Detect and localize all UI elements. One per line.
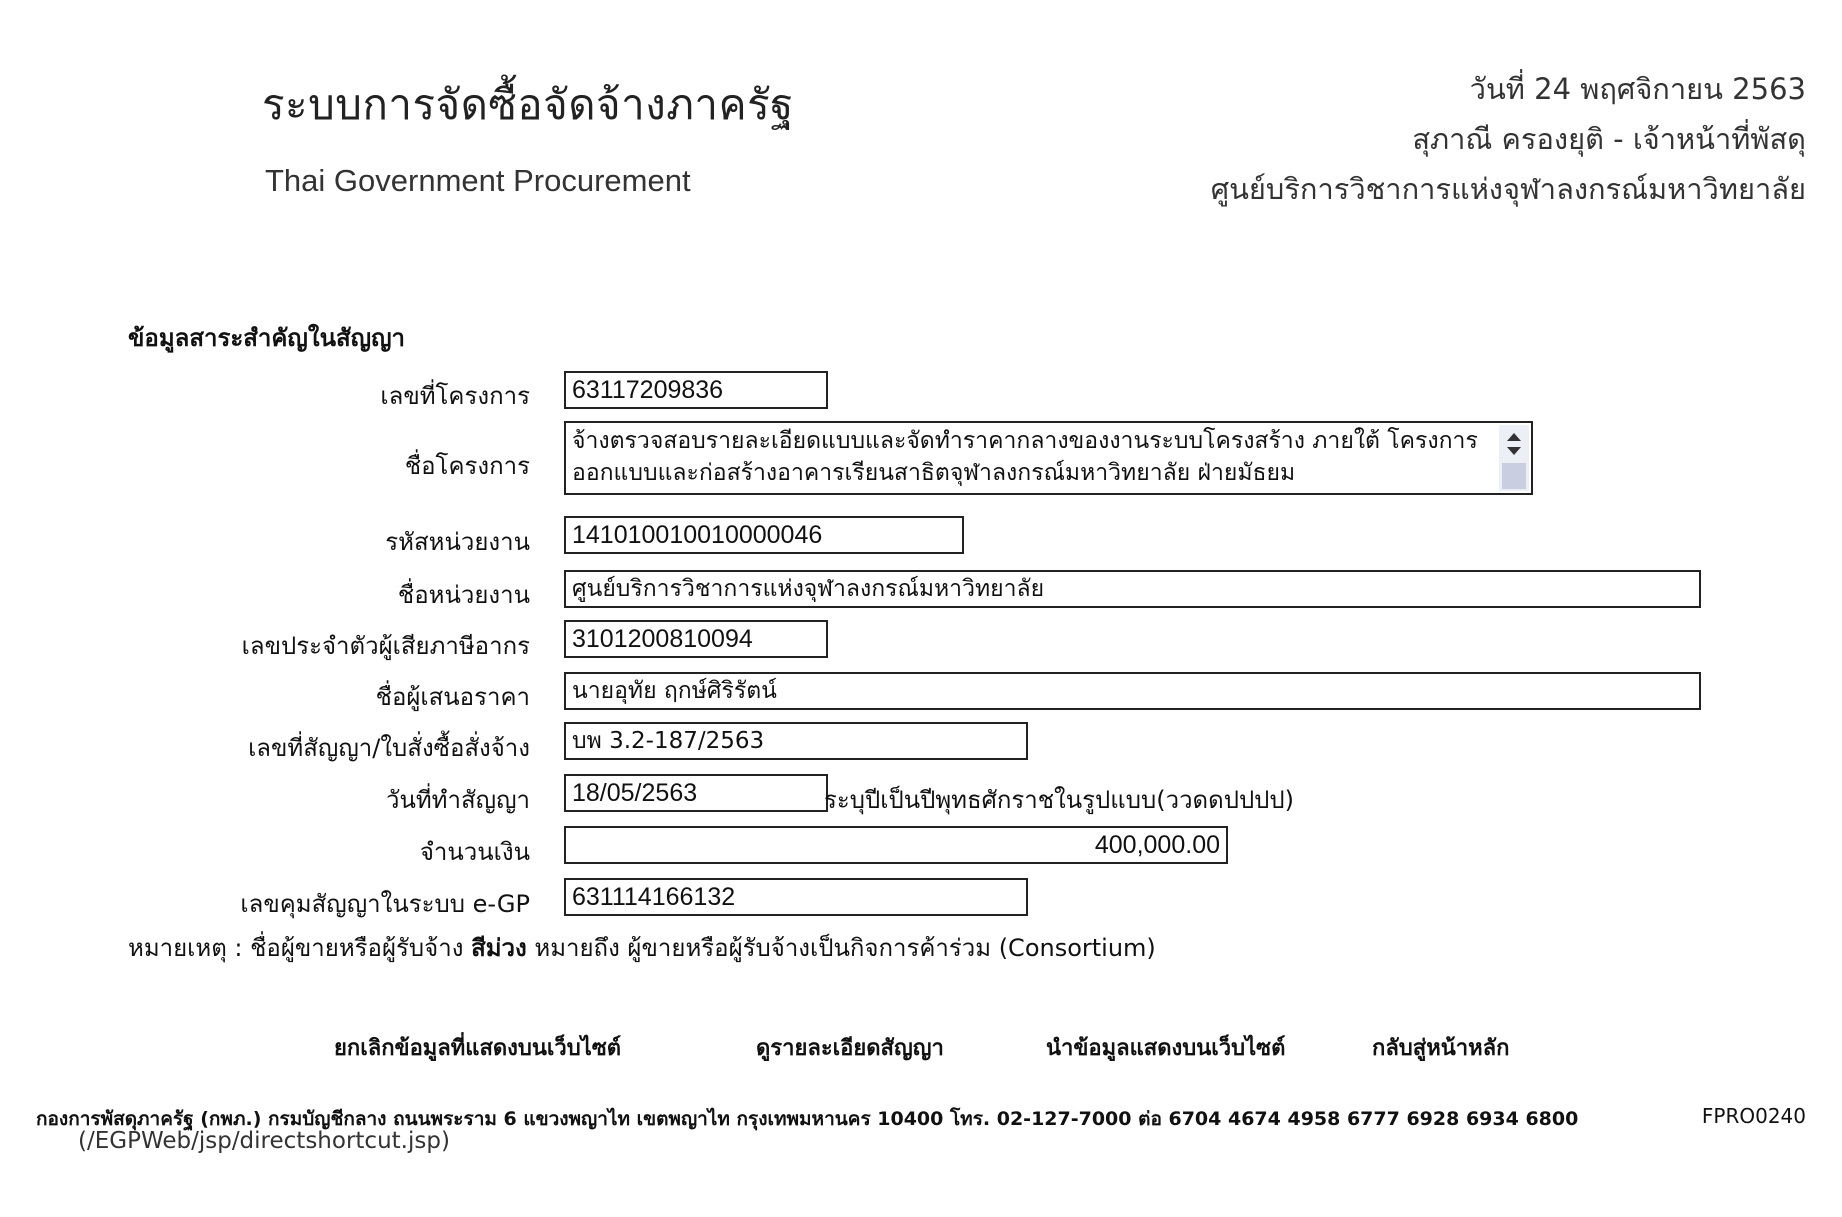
view-contract-button[interactable]: ดูรายละเอียดสัญญา — [756, 1036, 944, 1061]
contract-date-label: วันที่ทำสัญญา — [385, 786, 530, 814]
bidder-name-field[interactable]: นายอุทัย ฤกษ์ศิริรัตน์ — [564, 672, 1701, 710]
amount-field[interactable]: 400,000.00 — [564, 826, 1228, 864]
user-line: สุภาณี ครองยุติ - เจ้าหน้าที่พัสดุ — [1412, 122, 1806, 156]
agency-code-label: รหัสหน่วยงาน — [385, 528, 530, 556]
system-title-en: Thai Government Procurement — [265, 163, 691, 198]
agency-name-field[interactable]: ศูนย์บริการวิชาการแห่งจุฬาลงกรณ์มหาวิทยาลัย — [564, 570, 1701, 608]
amount-label: จำนวนเงิน — [419, 838, 530, 866]
publish-web-button[interactable]: นำข้อมูลแสดงบนเว็บไซต์ — [1046, 1036, 1286, 1061]
section-title: ข้อมูลสาระสำคัญในสัญญา — [128, 324, 406, 352]
project-name-text: จ้างตรวจสอบรายละเอียดแบบและจัดทำราคากลางของงานระบบโครงสร้าง ภายใต้ โครงการ ออกแบบและก่อสร้างอาคารเรียนสาธิตจุฬาลงกรณ์มหาวิทยาลัย ฝ่ายมัธยม — [572, 428, 1478, 486]
project-no-label: เลขที่โครงการ — [380, 382, 530, 410]
url-path: (/EGPWeb/jsp/directshortcut.jsp) — [78, 1128, 450, 1154]
tax-id-label: เลขประจำตัวผู้เสียภาษีอากร — [241, 632, 530, 660]
footer-address: กองการพัสดุภาครัฐ (กพภ.) กรมบัญชีกลาง ถนนพระราม 6 แขวงพญาไท เขตพญาไท กรุงเทพมหานคร 10400 โทร. 02-127-7000 ต่อ 6704 4674 4958 6777 6928 6934 6800 — [36, 1108, 1579, 1130]
egp-control-no-field[interactable]: 631114166132 — [564, 878, 1028, 916]
egp-control-no-label: เลขคุมสัญญาในระบบ e-GP — [240, 890, 530, 918]
contract-no-field[interactable]: บพ 3.2-187/2563 — [564, 722, 1028, 760]
note-suffix: หมายถึง ผู้ขายหรือผู้รับจ้างเป็นกิจการค้าร่วม (Consortium) — [534, 934, 1156, 962]
org-line: ศูนย์บริการวิชาการแห่งจุฬาลงกรณ์มหาวิทยาลัย — [1210, 172, 1806, 206]
note-emphasis: สีม่วง — [471, 934, 527, 962]
project-no-field[interactable]: 63117209836 — [564, 371, 828, 409]
scroll-up-icon[interactable] — [1507, 433, 1521, 441]
note-prefix: หมายเหตุ : ชื่อผู้ขายหรือผู้รับจ้าง — [128, 934, 464, 962]
contract-date-hint: ระบุปีเป็นปีพุทธศักราชในรูปแบบ(ววดดปปปป) — [824, 786, 1295, 814]
agency-code-field[interactable]: 141010010010000046 — [564, 516, 964, 554]
textarea-scrollbar[interactable] — [1499, 425, 1529, 491]
bidder-name-label: ชื่อผู้เสนอราคา — [375, 683, 530, 711]
contract-no-label: เลขที่สัญญา/ใบสั่งซื้อสั่งจ้าง — [248, 734, 530, 762]
consortium-note — [128, 928, 1156, 967]
date-line: วันที่ 24 พฤศจิกายน 2563 — [1469, 72, 1806, 106]
project-name-label: ชื่อโครงการ — [404, 452, 530, 480]
cancel-web-button[interactable]: ยกเลิกข้อมูลที่แสดงบนเว็บไซต์ — [334, 1036, 622, 1061]
system-title-th: ระบบการจัดซื้อจัดจ้างภาครัฐ — [262, 80, 794, 129]
form-code: FPRO0240 — [1701, 1104, 1806, 1128]
tax-id-field[interactable]: 3101200810094 — [564, 620, 828, 658]
contract-date-field[interactable]: 18/05/2563 — [564, 774, 828, 812]
scroll-thumb[interactable] — [1502, 463, 1526, 489]
scroll-down-icon[interactable] — [1507, 447, 1521, 455]
back-home-button[interactable]: กลับสู่หน้าหลัก — [1372, 1036, 1510, 1061]
project-name-textarea[interactable] — [564, 421, 1533, 495]
user-info — [1211, 64, 1806, 214]
agency-name-label: ชื่อหน่วยงาน — [397, 581, 530, 609]
